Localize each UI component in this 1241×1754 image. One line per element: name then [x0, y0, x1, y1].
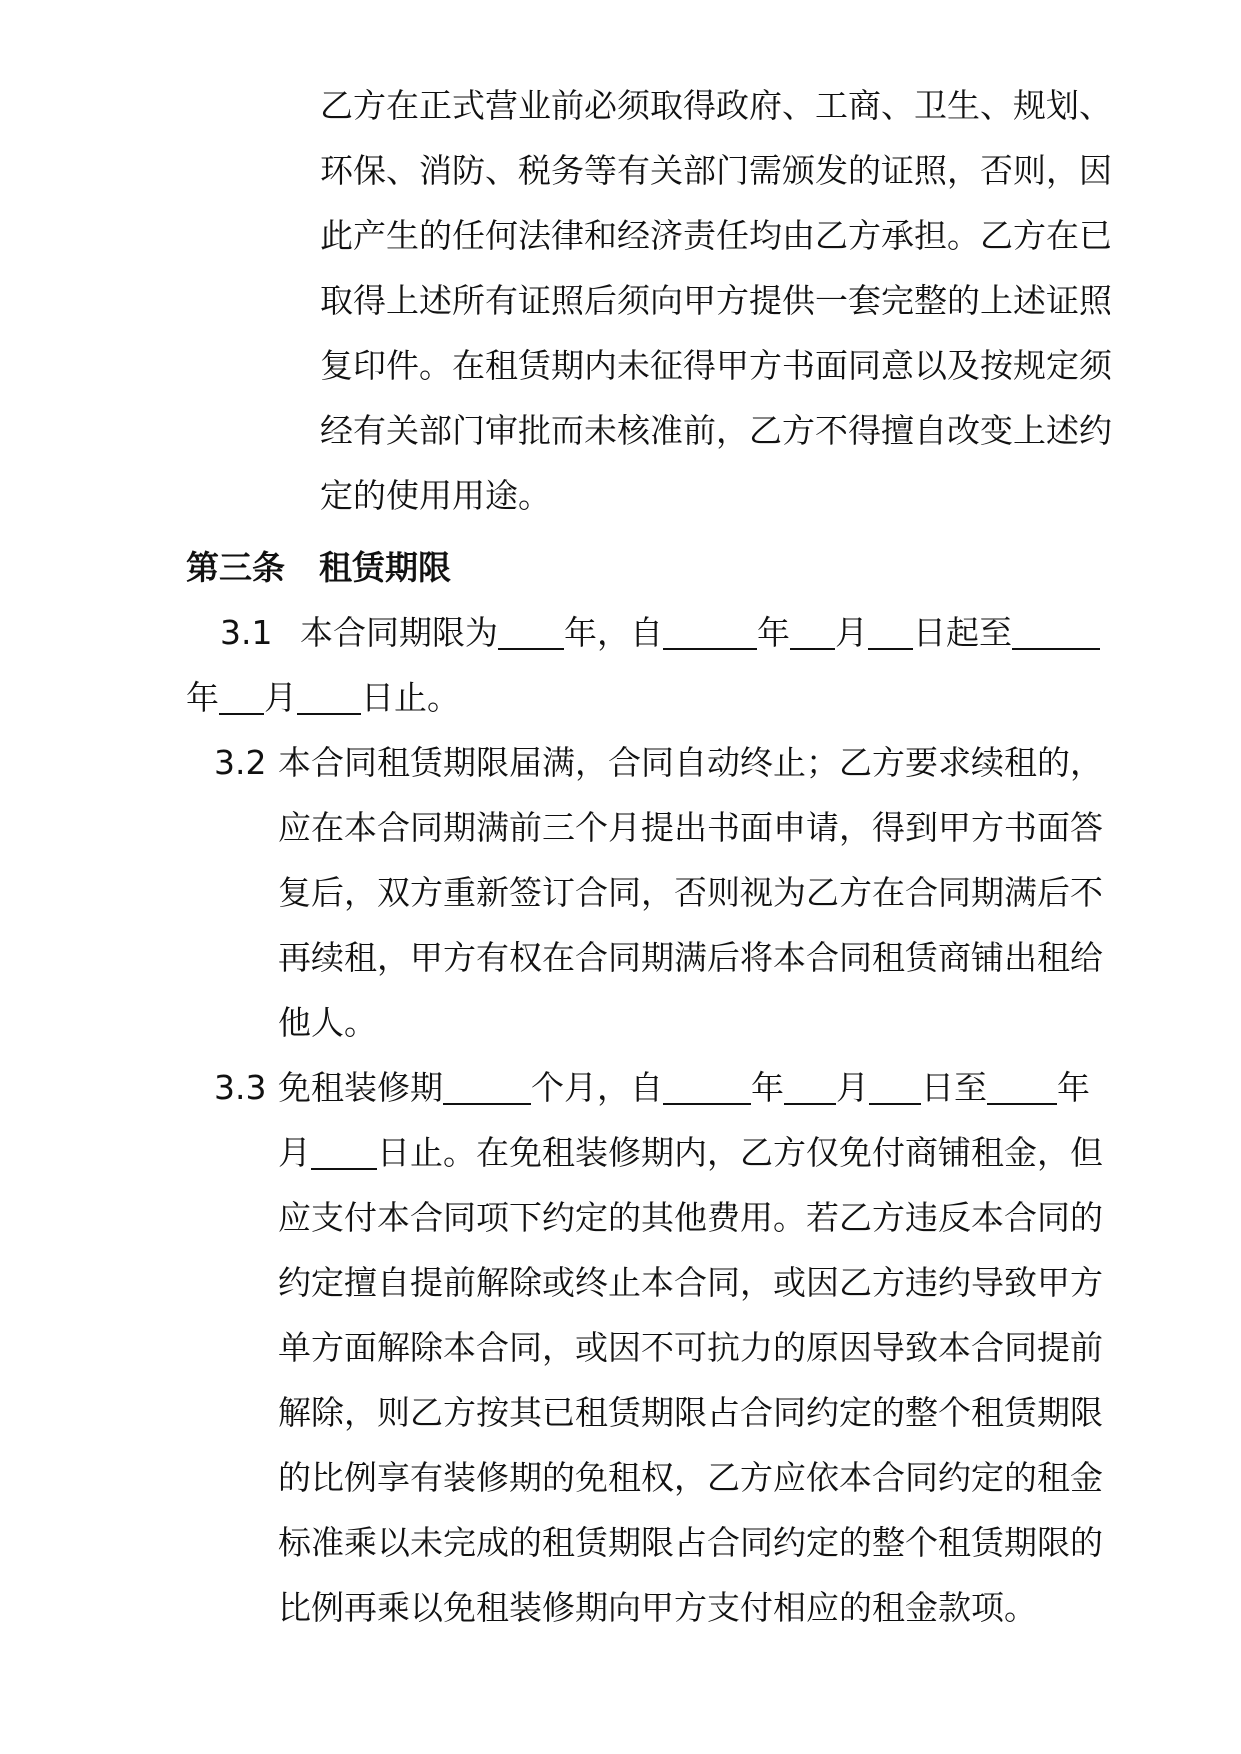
blank-field	[869, 1073, 921, 1105]
clause-text: 日止。	[361, 678, 460, 717]
clause-3-3-line-4: 约定擅自提前解除或终止本合同，或因乙方违约导致甲方	[278, 1263, 1103, 1302]
article-heading	[186, 548, 451, 588]
clause-text: 日起至	[913, 613, 1012, 652]
clause-text: 本合同租赁期限届满，合同自动终止；乙方要求续租的，	[278, 743, 1103, 782]
clause-3-3-line-6: 解除，则乙方按其已租赁期限占合同约定的整个租赁期限	[278, 1393, 1103, 1432]
blank-field	[790, 618, 835, 650]
clause-3-3-line-9: 比例再乘以免租装修期向甲方支付相应的租金款项。	[278, 1588, 1037, 1627]
blank-field	[663, 1073, 751, 1105]
clause-3-3-line-2	[278, 1133, 1103, 1173]
blank-field	[868, 618, 913, 650]
intro-line-6: 经有关部门审批而未核准前，乙方不得擅自改变上述约	[320, 411, 1112, 450]
clause-number: 3.2	[214, 743, 267, 782]
intro-line-3: 此产生的任何法律和经济责任均由乙方承担。乙方在已	[320, 216, 1112, 255]
clause-text: 年	[751, 1068, 784, 1107]
blank-field	[987, 1073, 1057, 1105]
blank-field	[443, 1073, 531, 1105]
clause-3-2-line-4: 再续租，甲方有权在合同期满后将本合同租赁商铺出租给	[278, 938, 1103, 977]
clause-3-2-line-2: 应在本合同期满前三个月提出书面申请，得到甲方书面答	[278, 808, 1103, 847]
clause-3-3-line-3: 应支付本合同项下约定的其他费用。若乙方违反本合同的	[278, 1198, 1103, 1237]
intro-line-7: 定的使用用途。	[320, 476, 551, 515]
clause-3-1-line-1	[220, 613, 1100, 653]
clause-text: 月	[835, 613, 868, 652]
clause-3-2-line-5: 他人。	[278, 1003, 377, 1042]
clause-3-3-line-1	[214, 1068, 1090, 1108]
article-number: 第三条	[186, 548, 285, 587]
clause-3-1-line-2	[186, 678, 460, 718]
clause-text: 年	[1057, 1068, 1090, 1107]
clause-number: 3.3	[214, 1068, 267, 1107]
intro-line-5: 复印件。在租赁期内未征得甲方书面同意以及按规定须	[320, 346, 1112, 385]
clause-number: 3.1	[220, 613, 273, 652]
clause-text: 本合同期限为	[300, 613, 498, 652]
intro-line-1: 乙方在正式营业前必须取得政府、工商、卫生、规划、	[320, 86, 1112, 125]
clause-3-3-line-8: 标准乘以未完成的租赁期限占合同约定的整个租赁期限的	[278, 1523, 1103, 1562]
clause-3-2-line-3: 复后，双方重新签订合同，否则视为乙方在合同期满后不	[278, 873, 1103, 912]
clause-3-3-line-7: 的比例享有装修期的免租权，乙方应依本合同约定的租金	[278, 1458, 1103, 1497]
clause-3-2-line-1	[214, 743, 1103, 783]
clause-text: 日止。在免租装修期内，乙方仅免付商铺租金，但	[377, 1133, 1103, 1172]
clause-text: 月	[278, 1133, 311, 1172]
blank-field	[311, 1138, 377, 1170]
clause-text: 月	[836, 1068, 869, 1107]
intro-line-2: 环保、消防、税务等有关部门需颁发的证照，否则，因	[320, 151, 1112, 190]
blank-field	[1012, 618, 1100, 650]
blank-field	[784, 1073, 836, 1105]
clause-text: 年，自	[564, 613, 663, 652]
blank-field	[219, 683, 264, 715]
clause-3-3-line-5: 单方面解除本合同，或因不可抗力的原因导致本合同提前	[278, 1328, 1103, 1367]
clause-text: 日至	[921, 1068, 987, 1107]
clause-text: 月	[264, 678, 297, 717]
blank-field	[498, 618, 564, 650]
blank-field	[297, 683, 361, 715]
clause-text: 年	[757, 613, 790, 652]
article-title: 租赁期限	[319, 548, 451, 587]
clause-text: 个月，自	[531, 1068, 663, 1107]
clause-text: 免租装修期	[278, 1068, 443, 1107]
blank-field	[663, 618, 757, 650]
intro-line-4: 取得上述所有证照后须向甲方提供一套完整的上述证照	[320, 281, 1112, 320]
clause-text: 年	[186, 678, 219, 717]
